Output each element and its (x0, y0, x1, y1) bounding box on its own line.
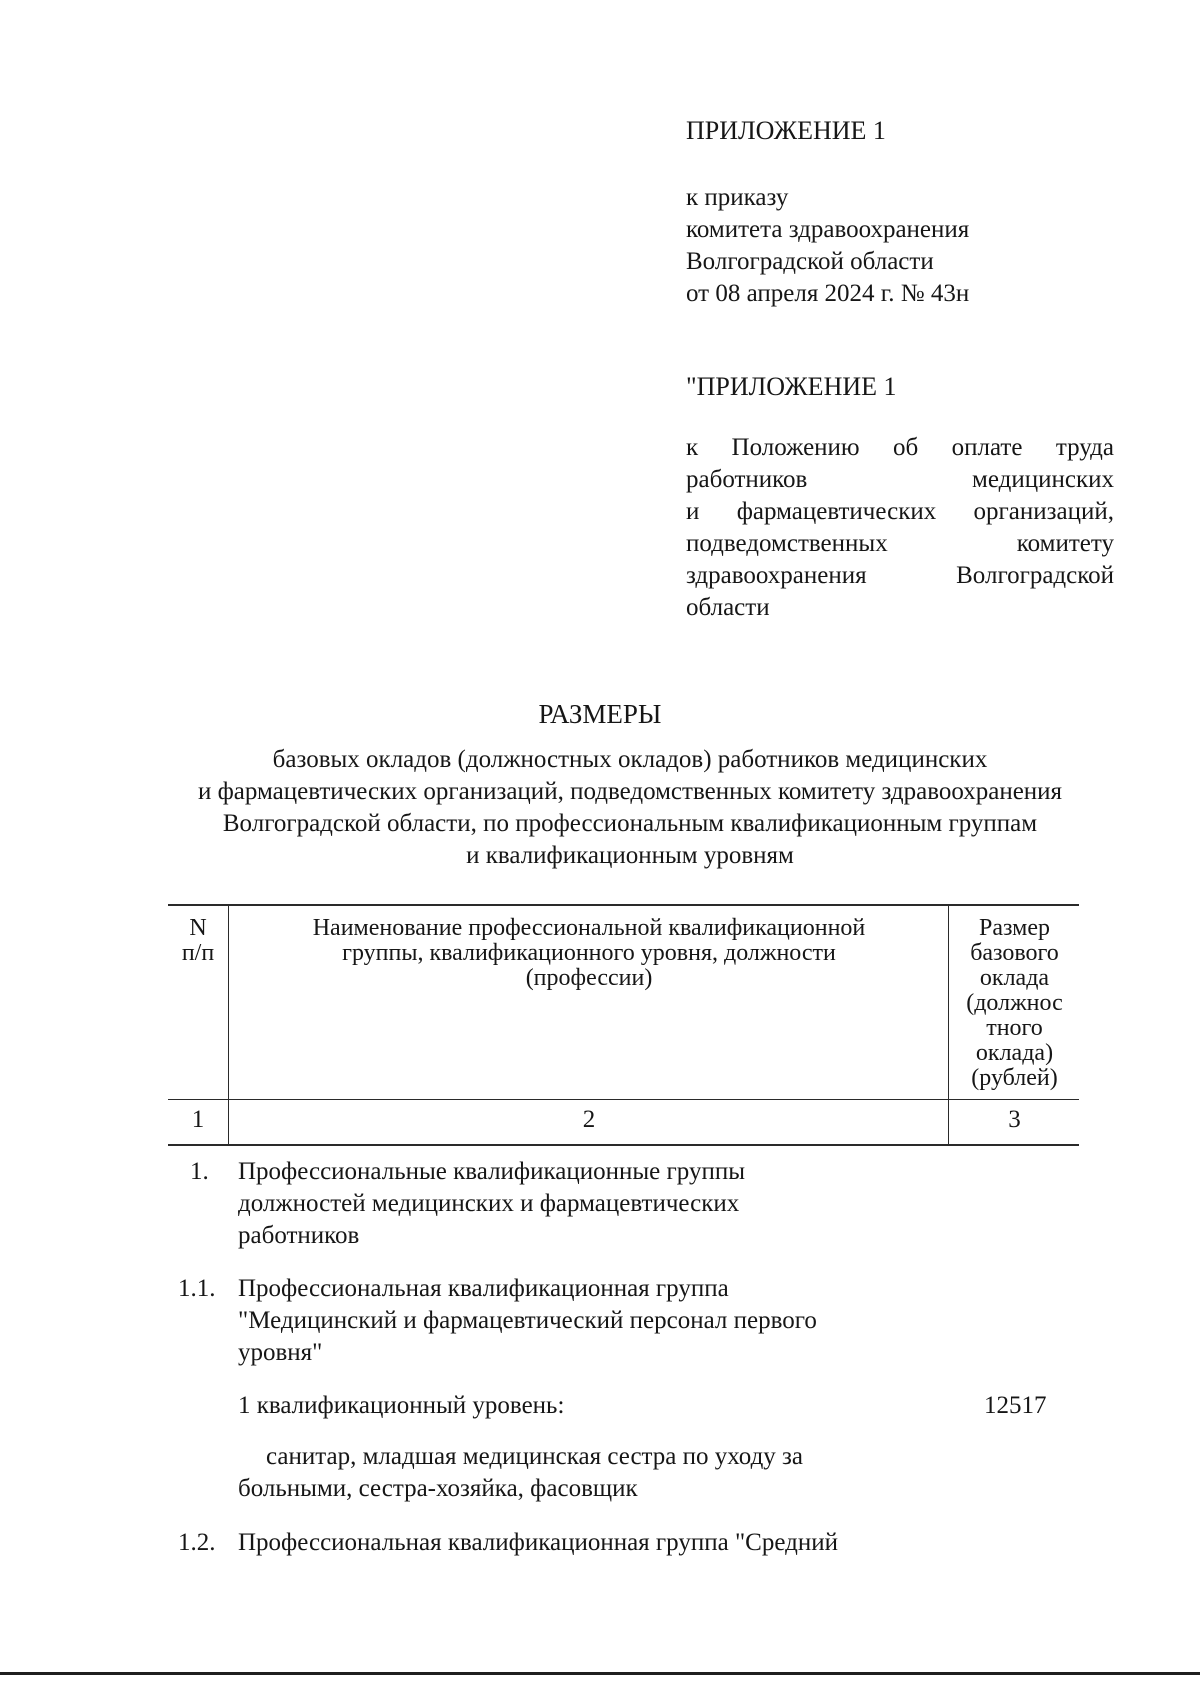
section-text: Профессиональная квалификационная группа "Медицинский и фармацевтический персонал первого уровня" (238, 1275, 817, 1366)
regulation-line: к Положению об оплате труда (686, 434, 1114, 461)
col-number-header: N п/п (181, 915, 215, 966)
subtitle-line: Волгоградской области, по профессиональным квалификационным группам (222, 810, 1038, 837)
section-number: 1.2. (178, 1529, 216, 1556)
document-subtitle (100, 744, 1160, 872)
appendix-title-quoted: "ПРИЛОЖЕНИЕ 1 (686, 372, 897, 401)
regulation-line: подведомственных комитету (686, 530, 1114, 557)
subtitle-line: и фармацевтических организаций, подведомственных комитету здравоохранения (197, 778, 1063, 805)
section-number: 1.1. (178, 1275, 216, 1302)
subtitle-line: базовых окладов (должностных окладов) работников медицинских (272, 746, 988, 773)
document-heading: РАЗМЕРЫ (538, 699, 662, 729)
order-line: к приказу (686, 184, 789, 211)
section-number: 1. (190, 1158, 209, 1185)
column-number: 1 (191, 1106, 205, 1133)
scan-edge-line (0, 1672, 1200, 1675)
column-divider (948, 906, 949, 1144)
salary-value: 12517 (984, 1392, 1047, 1419)
subtitle-line: и квалификационным уровням (466, 842, 794, 869)
column-divider (228, 906, 229, 1144)
regulation-line: работников медицинских (686, 466, 1114, 493)
column-number: 2 (582, 1106, 596, 1133)
regulation-line: и фармацевтических организаций, (686, 498, 1114, 525)
order-reference (686, 184, 1114, 312)
regulation-line: области (686, 594, 770, 621)
qualification-level-label: 1 квалификационный уровень: (238, 1392, 565, 1419)
order-line: от 08 апреля 2024 г. № 43н (686, 280, 970, 307)
col-salary-header: Размер базового оклада (должнос тного оклада) (рублей) (966, 915, 1063, 1091)
salary-table-header (168, 904, 1079, 1146)
order-line: комитета здравоохранения (686, 216, 970, 243)
section-text: Профессиональная квалификационная группа "Средний (238, 1529, 838, 1556)
positions-list: санитар, младшая медицинская сестра по уходу за больными, сестра-хозяйка, фасовщик (238, 1443, 804, 1502)
column-number: 3 (1008, 1106, 1021, 1133)
order-line: Волгоградской области (686, 248, 934, 275)
appendix-title: ПРИЛОЖЕНИЕ 1 (686, 116, 886, 145)
col-name-header: Наименование профессиональной квалификационной группы, квалификационного уровня, должности (профессии) (312, 915, 866, 991)
row-divider (168, 1099, 1079, 1100)
section-text: Профессиональные квалификационные группы должностей медицинских и фармацевтических работников (238, 1158, 746, 1249)
regulation-line: здравоохранения Волгоградской (686, 562, 1114, 589)
regulation-reference (686, 434, 1114, 626)
